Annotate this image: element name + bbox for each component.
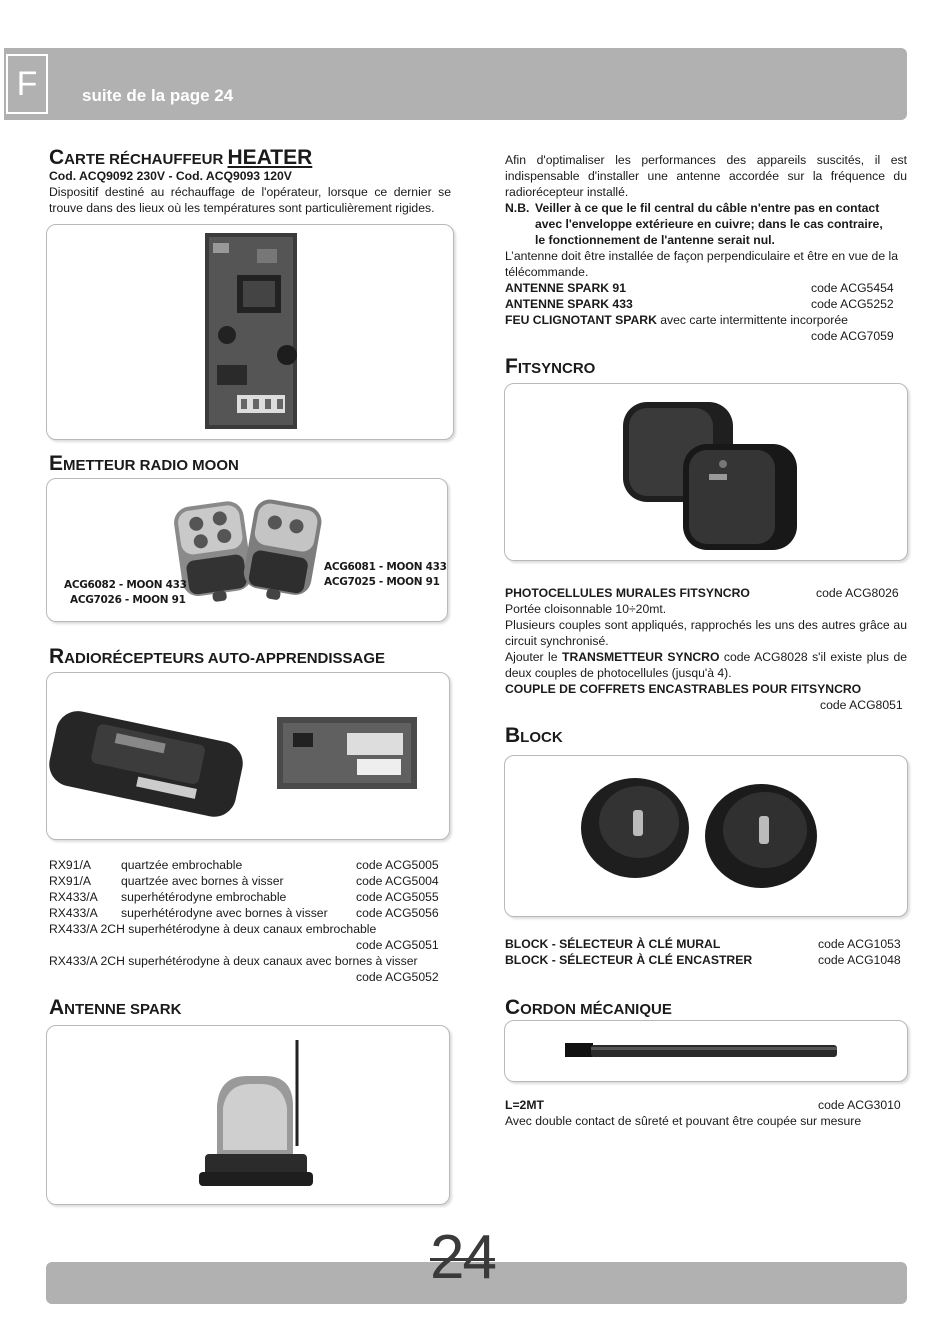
antenne-spark-91-code: code ACG5454	[811, 281, 894, 295]
receiver-model-3: RX433/A	[49, 890, 98, 904]
antenne-title: ANTENNE SPARK	[49, 996, 182, 1019]
antenne-image-frame	[46, 1025, 450, 1205]
receiver-desc-1: quartzée embrochable	[121, 858, 243, 872]
receiver-desc-3: superhétérodyne embrochable	[121, 890, 287, 904]
emetteur-title: EMETTEUR RADIO MOON	[49, 452, 239, 475]
block-mural-code: code ACG1053	[818, 937, 901, 951]
antenne-nb-line-2: avec l'enveloppe extérieure en cuivre; dans le cas contraire,	[535, 217, 883, 231]
language-letter: F	[6, 54, 48, 114]
fitsyncro-title: FITSYNCRO	[505, 355, 596, 378]
cordon-description: Avec double contact de sûreté et pouvant être coupée sur mesure	[505, 1114, 862, 1128]
receiver-code-4: code ACG5056	[356, 906, 439, 920]
fitsyncro-plusieurs: Plusieurs couples sont appliqués, rapprochés les uns des autres grâce au circuit synchronisé.	[505, 618, 907, 648]
emetteur-caption-right-2: ACG7025 - MOON 91	[324, 576, 440, 588]
photocellules-code: code ACG8026	[816, 586, 899, 600]
radiorecepteurs-title: RADIORÉCEPTEURS AUTO-APPRENDISSAGE	[49, 645, 386, 668]
block-encastrer: BLOCK - SÉLECTEUR À CLÉ ENCASTRER	[505, 953, 753, 967]
receiver-extra-1-code: code ACG5051	[356, 938, 439, 952]
antenne-nb-label: N.B.	[505, 201, 530, 215]
radio-receivers-image	[47, 673, 449, 839]
cordon-length: L=2MT	[505, 1098, 544, 1112]
cordon-title: CORDON MÉCANIQUE	[505, 996, 672, 1019]
feu-clignotant-code: code ACG7059	[811, 329, 894, 343]
emetteur-caption-left-1: ACG6082 - MOON 433	[64, 579, 187, 591]
radiorecepteurs-image-frame	[46, 672, 450, 840]
header-bar	[4, 48, 907, 120]
fitsyncro-couple-code: code ACG8051	[820, 698, 903, 712]
fitsyncro-ajouter: Ajouter le TRANSMETTEUR SYNCRO code ACG8028 s'il existe plus de deux couples de photocellules (jusqu'à 4).	[505, 650, 907, 680]
cordon-image-frame	[504, 1020, 908, 1082]
fitsyncro-image-frame	[504, 383, 908, 561]
receiver-code-3: code ACG5055	[356, 890, 439, 904]
photocellules-label: PHOTOCELLULES MURALES FITSYNCRO	[505, 586, 750, 600]
receiver-model-4: RX433/A	[49, 906, 98, 920]
antenne-nb-line-1: Veiller à ce que le fil central du câble n'entre pas en contact	[535, 201, 880, 215]
photocells-image	[505, 384, 907, 560]
fitsyncro-portee: Portée cloisonnable 10÷20mt.	[505, 602, 667, 616]
heater-description: Dispositif destiné au réchauffage de l'opérateur, lorsque ce dernier se trouve dans des lieux où les températures sont particulièrement rigides.	[49, 185, 451, 215]
key-selectors-image	[505, 756, 907, 916]
heater-codes: Cod. ACQ9092 230V - Cod. ACQ9093 120V	[49, 169, 292, 183]
antenne-spark-91: ANTENNE SPARK 91	[505, 281, 626, 295]
safety-edge-image	[505, 1021, 907, 1081]
receiver-model-1: RX91/A	[49, 858, 92, 872]
emetteur-caption-left-2: ACG7026 - MOON 91	[70, 594, 186, 606]
block-mural: BLOCK - SÉLECTEUR À CLÉ MURAL	[505, 937, 721, 951]
antenne-spark-433-code: code ACG5252	[811, 297, 894, 311]
fitsyncro-couple: COUPLE DE COFFRETS ENCASTRABLES POUR FITSYNCRO	[505, 682, 862, 696]
emetteur-caption-right-1: ACG6081 - MOON 433	[324, 561, 447, 573]
receiver-code-1: code ACG5005	[356, 858, 439, 872]
heater-title: CARTE RÉCHAUFFEUR HEATER	[49, 146, 313, 169]
antenne-install: L’antenne doit être installée de façon perpendiculaire et être en vue de la télécommande.	[505, 249, 898, 279]
receiver-code-2: code ACG5004	[356, 874, 439, 888]
cordon-length-code: code ACG3010	[818, 1098, 901, 1112]
block-title: BLOCK	[505, 724, 563, 747]
spark-lamp-image	[47, 1026, 449, 1204]
receiver-extra-1: RX433/A 2CH superhétérodyne à deux canaux embrochable	[49, 922, 377, 936]
antenne-nb-line-3: le fonctionnement de l'antenne serait nul.	[535, 233, 775, 247]
receiver-model-2: RX91/A	[49, 874, 92, 888]
emetteur-image-frame	[46, 478, 448, 622]
receiver-extra-2-code: code ACG5052	[356, 970, 439, 984]
header-title: suite de la page 24	[82, 86, 234, 105]
receiver-desc-2: quartzée avec bornes à visser	[121, 874, 284, 888]
antenne-intro: Afin d'optimaliser les performances des appareils suscités, il est indispensable d'installer une antenne accordée sur la fréquence du radiorécepteur installé.	[505, 153, 907, 199]
antenne-spark-433: ANTENNE SPARK 433	[505, 297, 633, 311]
block-image-frame	[504, 755, 908, 917]
block-encastrer-code: code ACG1048	[818, 953, 901, 967]
feu-clignotant: FEU CLIGNOTANT SPARK avec carte intermittente incorporée	[505, 313, 848, 327]
heater-board-image	[47, 225, 453, 439]
receiver-extra-2: RX433/A 2CH superhétérodyne à deux canaux avec bornes à visser	[49, 954, 418, 968]
heater-image-frame	[46, 224, 454, 440]
receiver-desc-4: superhétérodyne avec bornes à visser	[121, 906, 328, 920]
page-number: 24	[430, 1223, 495, 1292]
